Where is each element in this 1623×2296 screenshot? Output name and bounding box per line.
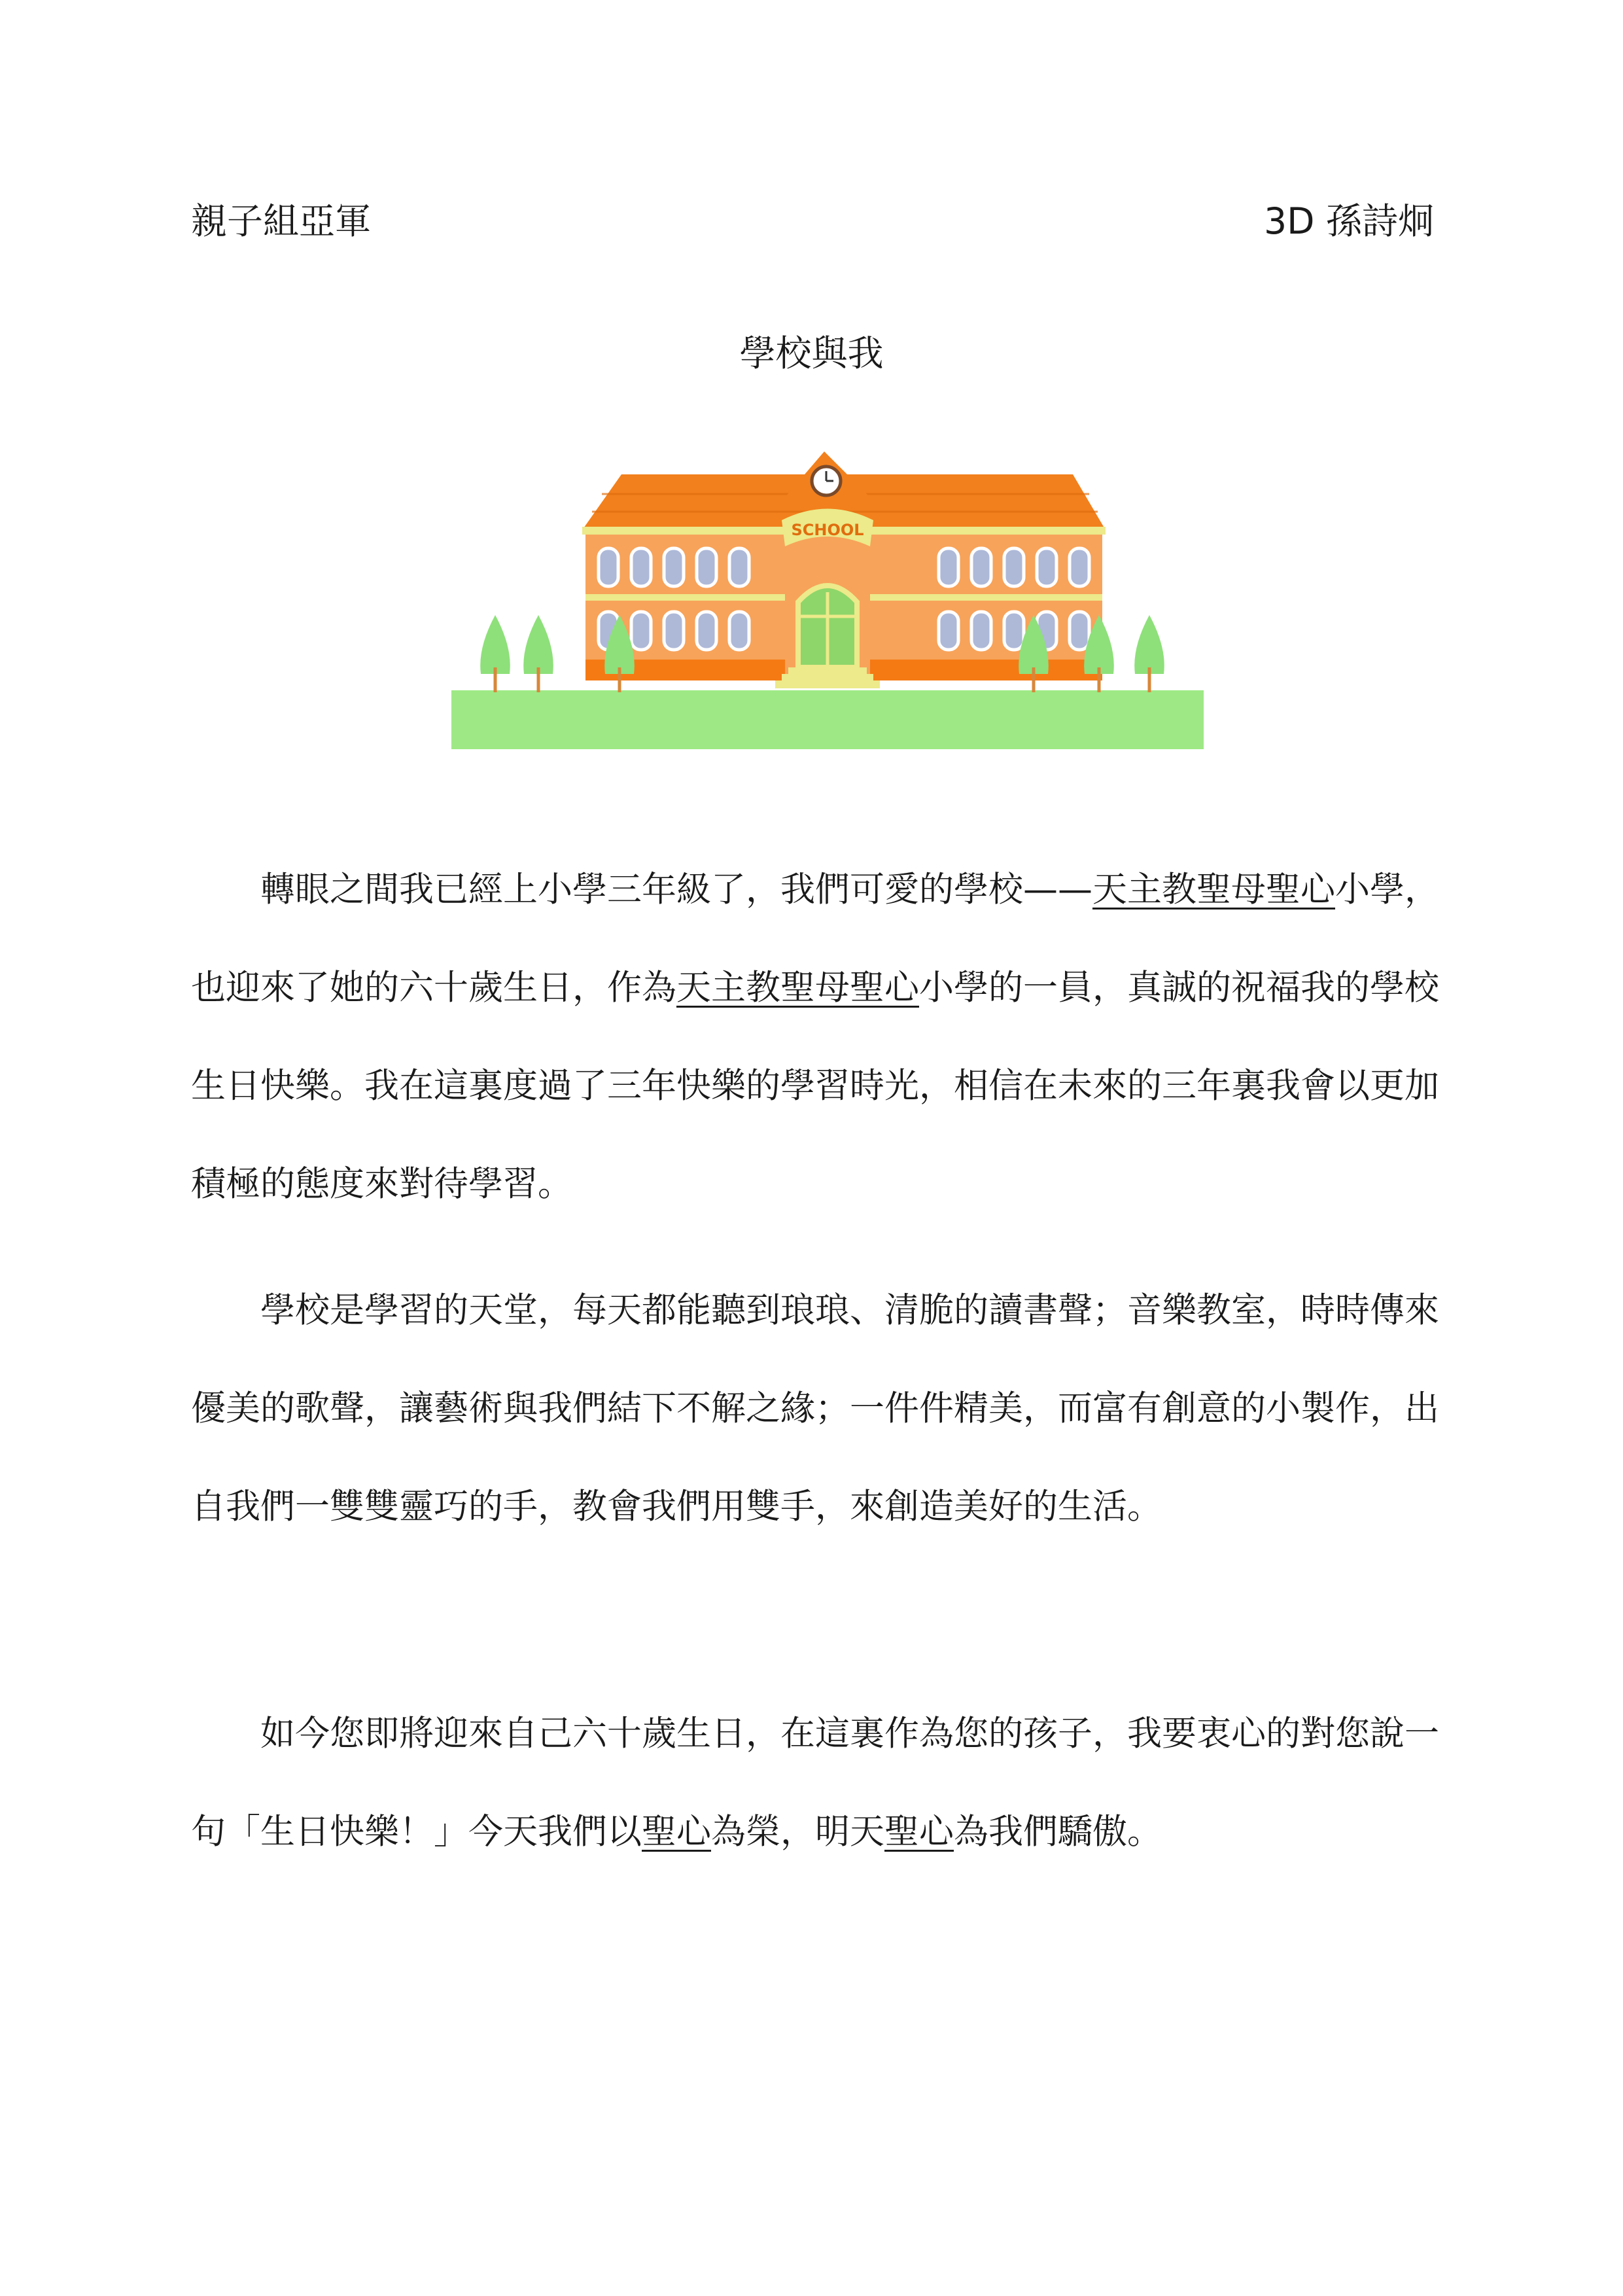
paragraph-1 xyxy=(191,841,1442,1233)
sacred-heart-underlined: 聖心 xyxy=(642,1812,711,1852)
category-label: 親子組亞軍 xyxy=(191,200,372,242)
sacred-heart-underlined: 聖心 xyxy=(884,1812,954,1852)
paragraph-1-text-a: 轉眼之間我已經上小學三年級了，我們可愛的學校—— xyxy=(260,870,1092,910)
paragraph-3 xyxy=(191,1685,1442,1881)
tree xyxy=(523,615,553,674)
paragraph-2: 學校是學習的天堂，每天都能聽到琅琅、清脆的讀書聲；音樂教室，時時傳來優美的歌聲，讓藝術與我們結下不解之緣；一件件精美，而富有創意的小製作，出自我們一雙雙靈巧的手，教會我們用雙手，來創造美好的生活。 xyxy=(191,1290,1439,1527)
tree xyxy=(1134,615,1164,674)
steps xyxy=(788,667,867,674)
author-label: 3D 孫詩炯 xyxy=(1264,200,1434,242)
school-name-underlined: 天主教聖母聖心 xyxy=(1092,870,1335,910)
school-name-underlined: 天主教聖母聖心 xyxy=(676,968,919,1008)
ground xyxy=(451,690,1204,749)
paragraph-3-text-c: 為我們驕傲。 xyxy=(954,1812,1162,1852)
paragraph-3-text-b: 為榮，明天 xyxy=(711,1812,884,1852)
svg-text:SCHOOL: SCHOOL xyxy=(791,521,864,539)
paragraph-3-text-a: 如今您即將迎來自己六十歲生日，在這裏作為您的孩子，我要衷心的對您說一句「生日快樂！」今天我們以 xyxy=(191,1714,1439,1852)
school-building-illustration xyxy=(451,451,1204,752)
paragraph-1-text-c: 小學的一員，真誠的祝福我的學校生日快樂。我在這裏度過了三年快樂的學習時光，相信在未來的三年裏我會以更加積極的態度來對待學習。 xyxy=(191,968,1439,1204)
tree xyxy=(480,615,510,674)
essay-title: 學校與我 xyxy=(739,332,884,374)
paragraph-1-text-b: 小學，也迎來了她的六十歲生日，作為 xyxy=(191,870,1439,1008)
